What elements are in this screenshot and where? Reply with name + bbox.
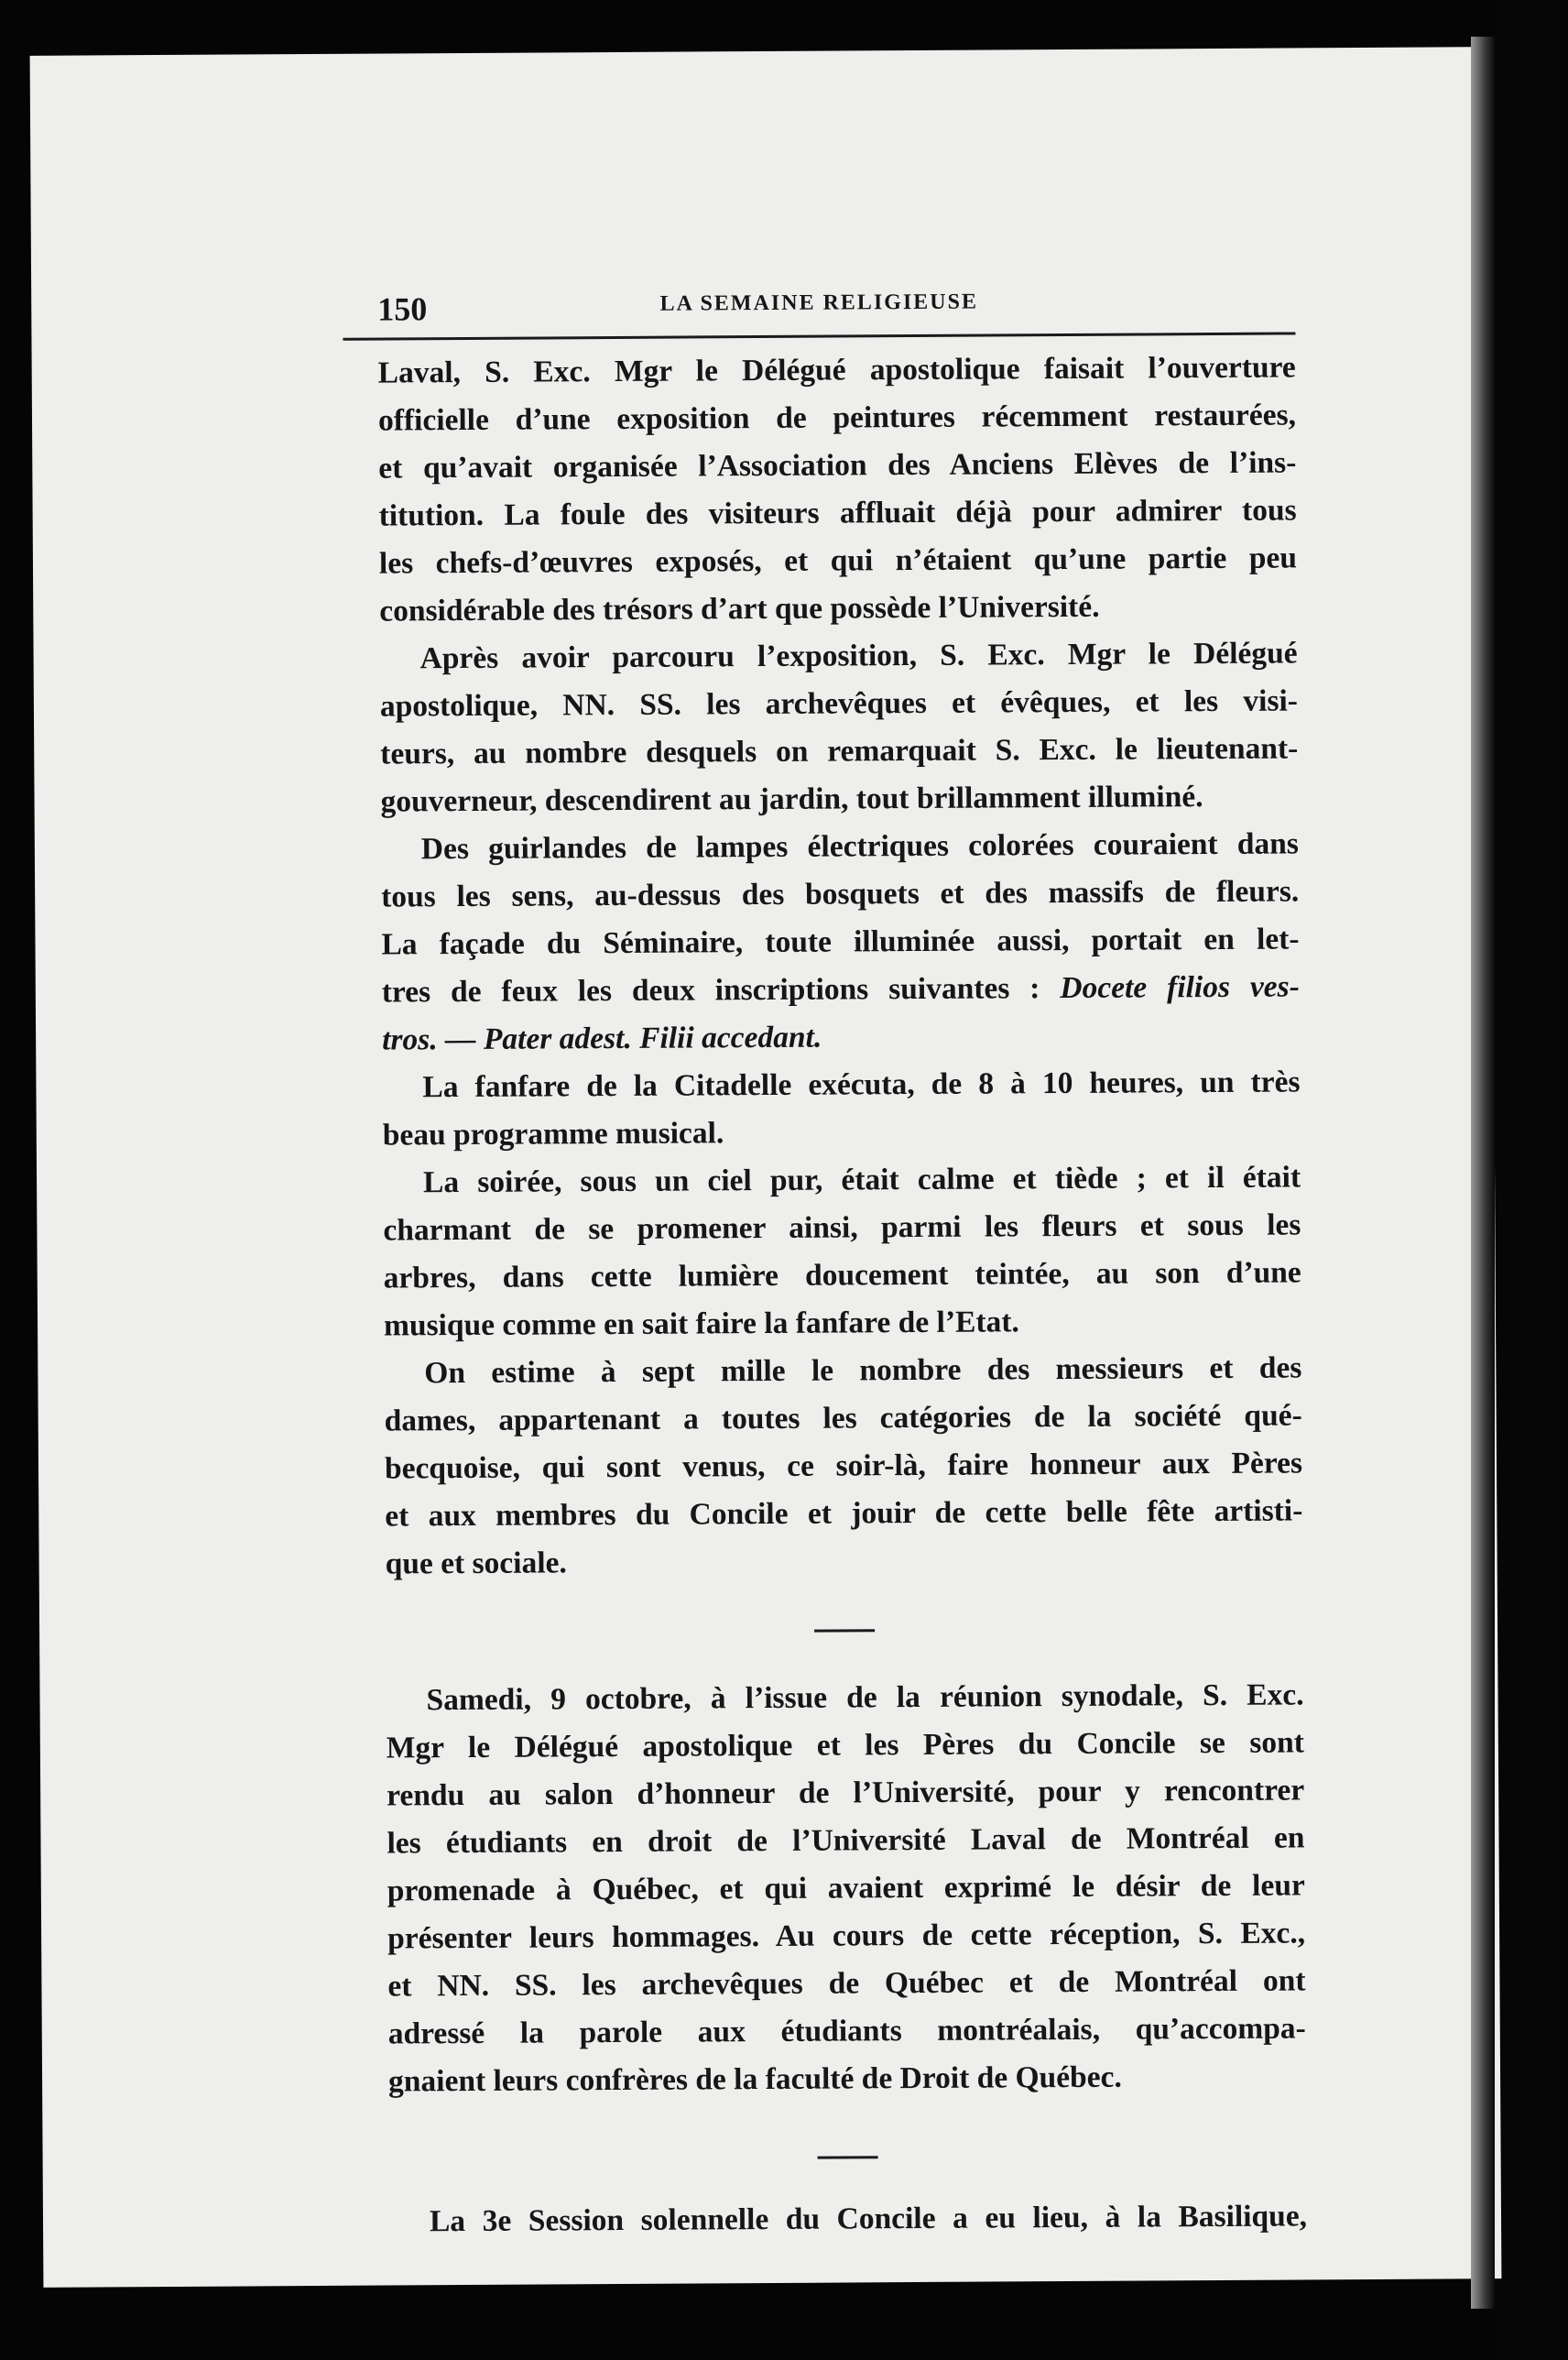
text-line: officielle d’une exposition de peintures récemment restaurées, [377, 398, 1297, 438]
text-line: La 3e Session solennelle du Concile a eu lieu, à la Basilique, [429, 2199, 1308, 2239]
text-line: que et sociale. [385, 1546, 567, 1581]
text-line: tous les sens, au-dessus des bosquets et des massifs de fleurs. [381, 874, 1300, 914]
paragraph-5 [383, 1153, 1301, 1349]
italic-inscription: Docete filios ves- [1060, 969, 1300, 1006]
italic-inscription: tros. — Pater adest. Filii accedant. [382, 1020, 822, 1057]
section-divider [818, 2156, 878, 2158]
text-line: becquoise, qui sont venus, ce soir-là, faire honneur aux Pères [384, 1446, 1303, 1486]
text-line: teurs, au nombre desquels on remarquait S. Exc. le lieutenant- [380, 731, 1299, 771]
text-line: considérable des trésors d’art que possède l’Université. [379, 589, 1100, 628]
text-line: La fanfare de la Citadelle exécuta, de 8 à 10 heures, un très [422, 1065, 1301, 1105]
text-line: adressé la parole aux étudiants montréalais, qu’accompa- [387, 2011, 1306, 2051]
paragraph-3 [381, 820, 1301, 1064]
text-line: les chefs-d’œuvres exposés, et qui n’étaient qu’une partie peu [378, 541, 1298, 581]
text-line: apostolique, NN. SS. les archevêques et évêques, et les visi- [379, 683, 1299, 724]
text-line: et NN. SS. les archevêques de Québec et de Montréal ont [387, 1963, 1306, 2004]
text-line: présenter leurs hommages. Au cours de cette réception, S. Exc., [387, 1916, 1306, 1956]
text-line: beau programme musical. [382, 1116, 724, 1153]
text-line: Laval, S. Exc. Mgr le Délégué apostolique faisait l’ouverture [377, 350, 1296, 390]
text-line: titution. La foule des visiteurs affluait déjà pour admirer tous [378, 493, 1297, 533]
text-line: Des guirlandes de lampes électriques colorées couraient dans [420, 826, 1299, 867]
paragraph-8 [389, 2192, 1307, 2245]
page-edge [1471, 37, 1495, 2309]
text-line: musique comme en sait faire la fanfare de l’Etat. [383, 1305, 1019, 1343]
paragraph-7 [386, 1671, 1306, 2105]
paragraph-6 [384, 1344, 1303, 1588]
text-line: et qu’avait organisée l’Association des Anciens Elèves de l’ins- [378, 445, 1297, 486]
text-line: charmant de se promener ainsi, parmi les fleurs et sous les [383, 1207, 1301, 1248]
text-line: gouverneur, descendirent au jardin, tout brillamment illuminé. [380, 780, 1203, 819]
text-line: Samedi, 9 octobre, à l’issue de la réunion synodale, S. Exc. [426, 1677, 1304, 1718]
text-line: On estime à sept mille le nombre des messieurs et des [424, 1350, 1302, 1391]
section-divider [814, 1629, 875, 1632]
article-body [343, 344, 1308, 2245]
text-line: promenade à Québec, et qui avaient exprimé le désir de leur [387, 1868, 1305, 1908]
text-line: La façade du Séminaire, toute illuminée aussi, portait en let- [381, 922, 1300, 962]
text-line: La soirée, sous un ciel pur, était calme et tiède ; et il était [422, 1160, 1301, 1200]
text-line: Après avoir parcouru l’exposition, S. Exc. Mgr le Délégué [419, 636, 1298, 676]
book-spine-shadow [1495, 0, 1568, 2360]
text-line-with-italic [382, 963, 1300, 1016]
text-line: et aux membres du Concile et jouir de cette belle fête artisti- [385, 1493, 1303, 1534]
paragraph-2 [379, 629, 1298, 825]
paragraph-1 [378, 344, 1298, 635]
text-line [382, 1011, 1300, 1064]
running-header [343, 282, 1295, 340]
text-line: dames, appartenant a toutes les catégories de la société qué- [384, 1398, 1302, 1438]
page-number: 150 [377, 290, 428, 328]
text-line: les étudiants en droit de l’Université Laval de Montréal en [387, 1820, 1305, 1861]
book-page [30, 47, 1502, 2288]
text-column [343, 231, 1307, 2245]
running-title: LA SEMAINE RELIGIEUSE [659, 290, 979, 316]
text-line: arbres, dans cette lumière doucement teintée, au son d’une [383, 1255, 1301, 1295]
text-segment: tres de feux les deux inscriptions suivantes : [381, 971, 1040, 1010]
text-line: gnaient leurs confrères de la faculté de Droit de Québec. [387, 2060, 1122, 2099]
text-line: Mgr le Délégué apostolique et les Pères du Concile se sont [386, 1725, 1304, 1765]
text-line: rendu au salon d’honneur de l’Université, pour y rencontrer [387, 1773, 1305, 1813]
paragraph-4 [382, 1058, 1301, 1159]
